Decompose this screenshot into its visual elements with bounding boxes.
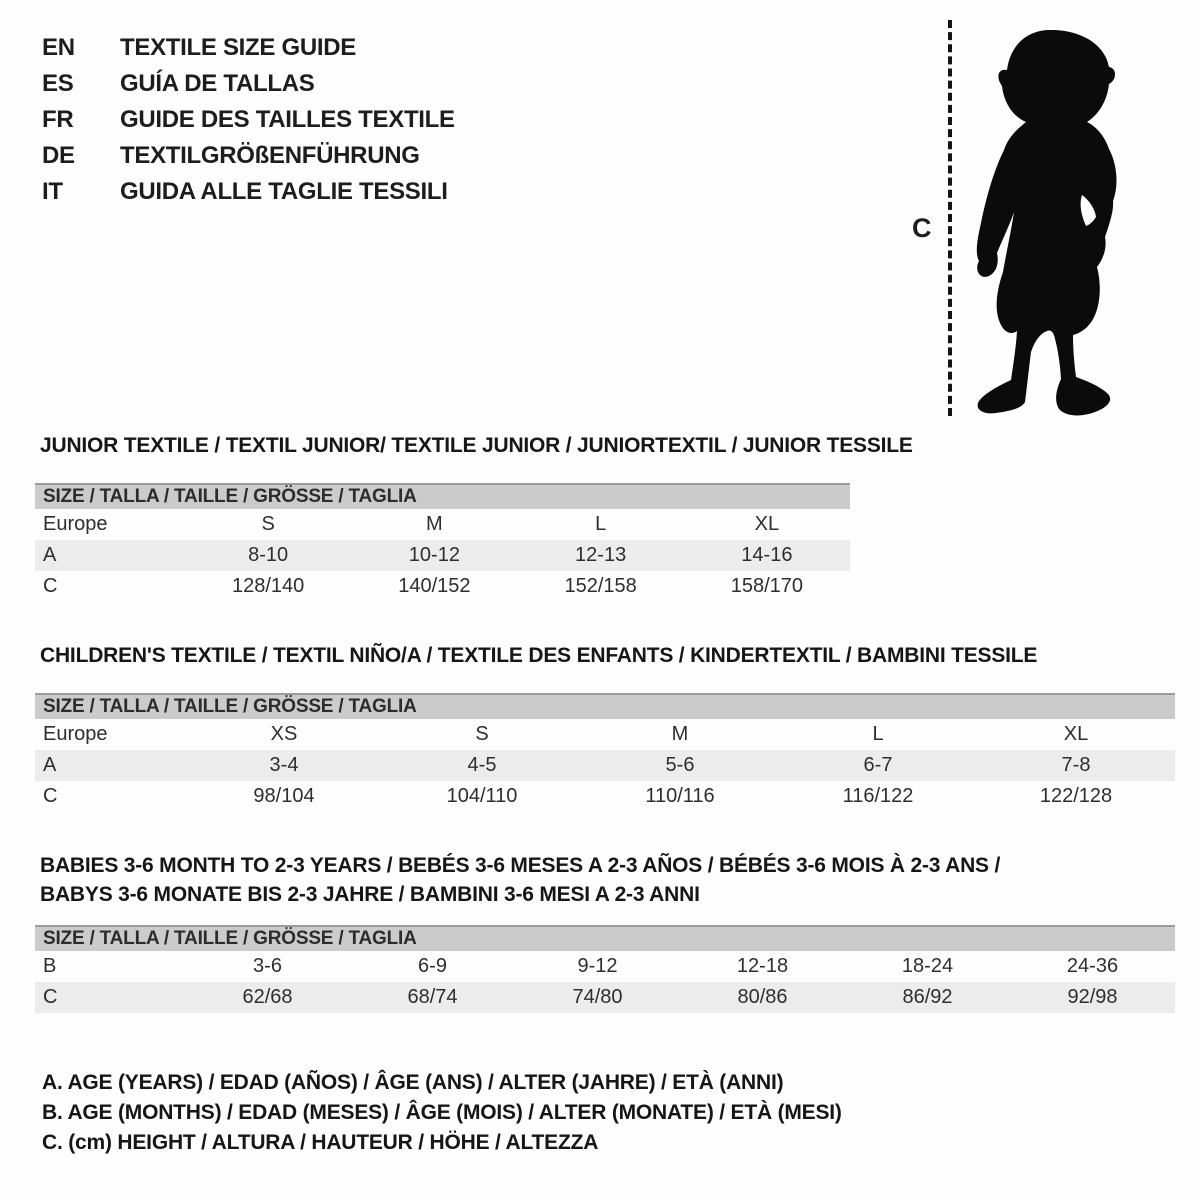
row-value: 24-36 [1066,955,1119,977]
row-value: 6-7 [863,754,893,776]
row-value: XL [1063,723,1089,745]
height-measure-dashed-line [948,20,952,416]
language-code: IT [42,178,63,205]
legend-line-c: C. (cm) HEIGHT / ALTURA / HAUTEUR / HÖHE / ALTEZZA [42,1131,599,1154]
legend-block [42,1068,842,1158]
row-value: 116/122 [842,785,914,807]
table-row-c [35,982,1175,1013]
row-value: 128/140 [231,575,305,597]
language-guide-title: GUÍA DE TALLAS [120,70,315,97]
section-childrens-textile [35,641,1175,812]
row-value: 8-10 [248,544,289,566]
toddler-silhouette-icon [968,16,1138,420]
size-header-bar: SIZE / TALLA / TAILLE / GRÖSSE / TAGLIA [35,483,850,509]
row-value: 12-13 [575,544,627,566]
table-row-a [35,540,850,571]
row-value: 3-4 [269,754,299,776]
row-value: 92/98 [1067,986,1118,1008]
language-row-fr [42,102,455,138]
row-value: 104/110 [446,785,518,807]
row-value: 5-6 [665,754,695,776]
legend-line-b: B. AGE (MONTHS) / EDAD (MESES) / ÂGE (MOIS) / ALTER (MONATE) / ETÀ (MESI) [42,1101,842,1124]
language-guide-title: GUIDA ALLE TAGLIE TESSILI [120,178,448,205]
row-label: C [43,986,58,1008]
row-value: L [872,723,884,745]
row-value: 74/80 [572,986,623,1008]
size-header-bar: SIZE / TALLA / TAILLE / GRÖSSE / TAGLIA [35,925,1175,951]
section-title: BABYS 3-6 MONATE BIS 2-3 JAHRE / BAMBINI 3-6 MESI A 2-3 ANNI [40,883,700,906]
row-value: XS [270,723,298,745]
language-row-it [42,174,455,210]
row-value: 18-24 [901,955,954,977]
language-title-list [42,30,455,210]
row-value: S [261,513,275,535]
row-label: C [43,785,58,807]
row-value: 68/74 [407,986,458,1008]
legend-line-a: A. AGE (YEARS) / EDAD (AÑOS) / ÂGE (ANS) / ALTER (JAHRE) / ETÀ (ANNI) [42,1071,784,1094]
row-value: 3-6 [253,955,282,977]
row-value: 6-9 [418,955,447,977]
measure-label-c: C [912,213,932,243]
row-value: 62/68 [242,986,293,1008]
row-value: M [426,513,443,535]
language-code: EN [42,34,75,61]
row-label: C [43,575,58,597]
row-label: A [43,544,57,566]
language-row-de [42,138,455,174]
row-value: 80/86 [737,986,788,1008]
row-value: 98/104 [253,785,315,807]
row-value: 110/116 [645,785,715,807]
table-row-europe [35,509,850,540]
section-junior-textile [35,431,913,602]
row-value: 140/152 [398,575,471,597]
row-label: Europe [43,723,108,745]
section-title: BABIES 3-6 MONTH TO 2-3 YEARS / BEBÉS 3-6 MESES A 2-3 AÑOS / BÉBÉS 3-6 MOIS À 2-3 ANS / [40,854,1001,877]
language-guide-title: TEXTILE SIZE GUIDE [120,34,356,61]
row-value: 9-12 [577,955,618,977]
language-code: FR [42,106,74,133]
table-row-b [35,951,1175,982]
size-header-bar: SIZE / TALLA / TAILLE / GRÖSSE / TAGLIA [35,693,1175,719]
language-row-en [42,30,455,66]
section-title: CHILDREN'S TEXTILE / TEXTIL NIÑO/A / TEXTILE DES ENFANTS / KINDERTEXTIL / BAMBINI TESSILE [40,644,1038,667]
table-row-a [35,750,1175,781]
row-value: 4-5 [467,754,497,776]
row-value: M [671,723,689,745]
row-value: S [475,723,489,745]
language-guide-title: TEXTILGRÖßENFÜHRUNG [120,142,420,169]
row-value: 12-18 [736,955,789,977]
row-value: 7-8 [1061,754,1091,776]
table-row-europe [35,719,1175,750]
table-row-c [35,571,850,602]
row-value: 14-16 [741,544,793,566]
section-title: JUNIOR TEXTILE / TEXTIL JUNIOR/ TEXTILE JUNIOR / JUNIORTEXTIL / JUNIOR TESSILE [40,434,913,457]
row-label: A [43,754,57,776]
section-babies-textile [35,851,1175,1013]
row-value: XL [754,513,780,535]
row-value: 10-12 [408,544,460,566]
language-code: ES [42,70,74,97]
row-label: Europe [43,513,108,535]
row-value: 158/170 [730,575,804,597]
language-guide-title: GUIDE DES TAILLES TEXTILE [120,106,455,133]
table-row-c [35,781,1175,812]
row-value: 152/158 [564,575,637,597]
row-label: B [43,955,57,977]
row-value: 122/128 [1039,785,1113,807]
language-row-es [42,66,455,102]
language-code: DE [42,142,75,169]
row-value: 86/92 [902,986,953,1008]
row-value: L [595,513,607,535]
